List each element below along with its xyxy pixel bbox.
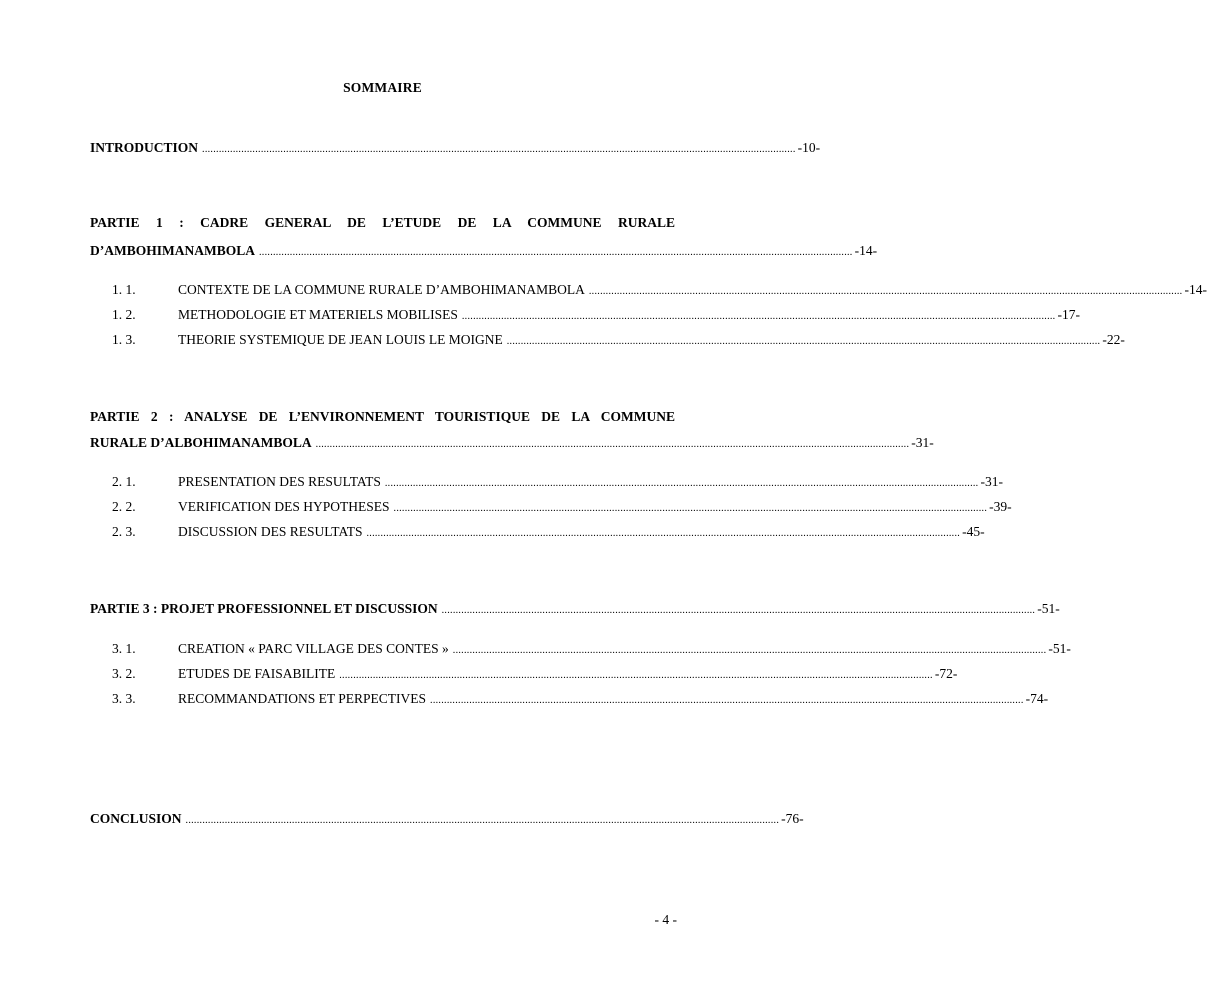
toc-page: -51-	[1037, 601, 1060, 616]
toc-subentry	[112, 641, 1071, 659]
toc-subentry	[112, 282, 1207, 300]
toc-subentry	[112, 666, 958, 684]
toc-sub-number: 1. 3.	[112, 332, 136, 347]
document-title: SOMMAIRE	[343, 80, 422, 95]
toc-sub-label: CONTEXTE DE LA COMMUNE RURALE D’AMBOHIMANAMBOLA	[178, 282, 585, 297]
toc-sub-number: 1. 1.	[112, 282, 136, 297]
toc-leader: ....................................................................................................................................................................................................................	[259, 247, 853, 258]
toc-sub-label: RECOMMANDATIONS ET PERPECTIVES	[178, 691, 427, 706]
toc-label: CONCLUSION	[90, 811, 182, 826]
toc-leader: ....................................................................................................................................................................................................................	[430, 695, 1024, 706]
toc-sub-number: 1. 2.	[112, 307, 136, 322]
toc-leader: ....................................................................................................................................................................................................................	[366, 528, 961, 539]
toc-leader: ....................................................................................................................................................................................................................	[315, 439, 910, 450]
toc-sub-label: PRESENTATION DES RESULTATS	[178, 474, 381, 489]
toc-page: -45-	[962, 524, 985, 539]
toc-page: -72-	[934, 666, 958, 681]
toc-sub-label: THEORIE SYSTEMIQUE DE JEAN LOUIS LE MOIGNE	[178, 332, 503, 347]
toc-label: PARTIE 3 : PROJET PROFESSIONNEL ET DISCUSSION	[90, 601, 438, 616]
toc-sub-number: 3. 2.	[112, 666, 136, 681]
toc-label: RURALE D’ALBOHIMANAMBOLA	[90, 435, 312, 450]
toc-page: -22-	[1102, 332, 1125, 347]
toc-subentry	[112, 332, 1125, 350]
toc-leader: ....................................................................................................................................................................................................................	[506, 336, 1101, 347]
toc-page: -31-	[980, 474, 1003, 489]
toc-entry-partie1	[90, 243, 878, 261]
toc-leader: ....................................................................................................................................................................................................................	[452, 645, 1047, 656]
toc-leader: ....................................................................................................................................................................................................................	[461, 311, 1056, 322]
toc-leader: ....................................................................................................................................................................................................................	[384, 478, 979, 489]
toc-page: -14-	[854, 243, 878, 258]
toc-subentry	[112, 474, 1003, 492]
toc-entry-introduction	[90, 140, 821, 158]
toc-heading-partie2-line1: PARTIE 2 : ANALYSE DE L’ENVIRONNEMENT TOURISTIQUE DE LA COMMUNE	[90, 409, 675, 424]
toc-sub-number: 3. 1.	[112, 641, 136, 656]
toc-page: -10-	[797, 140, 821, 155]
toc-subentry	[112, 499, 1012, 517]
toc-entry-partie3	[90, 601, 1060, 619]
toc-leader: ....................................................................................................................................................................................................................	[441, 605, 1036, 616]
toc-page: -51-	[1048, 641, 1071, 656]
toc-entry-conclusion	[90, 811, 804, 829]
toc-sub-number: 2. 1.	[112, 474, 136, 489]
toc-subentry	[112, 307, 1080, 325]
toc-page: -31-	[911, 435, 934, 450]
toc-page: -76-	[781, 811, 804, 826]
toc-sub-number: 2. 3.	[112, 524, 136, 539]
toc-label: D’AMBOHIMANAMBOLA	[90, 243, 255, 258]
toc-heading-partie1-line1: PARTIE 1 : CADRE GENERAL DE L’ETUDE DE LA COMMUNE RURALE	[90, 215, 675, 230]
toc-sub-label: ETUDES DE FAISABILITE	[178, 666, 336, 681]
toc-sub-number: 2. 2.	[112, 499, 136, 514]
toc-leader: ....................................................................................................................................................................................................................	[339, 670, 933, 681]
toc-leader: ....................................................................................................................................................................................................................	[202, 144, 796, 155]
toc-page: -14-	[1184, 282, 1207, 297]
toc-leader: ....................................................................................................................................................................................................................	[588, 286, 1183, 297]
toc-subentry	[112, 524, 985, 542]
page-number: - 4 -	[654, 912, 677, 927]
toc-page: -74-	[1025, 691, 1049, 706]
toc-sub-label: CREATION « PARC VILLAGE DES CONTES »	[178, 641, 449, 656]
toc-leader: ....................................................................................................................................................................................................................	[185, 815, 780, 826]
toc-leader: ....................................................................................................................................................................................................................	[393, 503, 988, 514]
toc-page: -17-	[1057, 307, 1080, 322]
toc-entry-partie2	[90, 435, 934, 453]
toc-label: INTRODUCTION	[90, 140, 199, 155]
toc-sub-label: DISCUSSION DES RESULTATS	[178, 524, 363, 539]
toc-sub-label: METHODOLOGIE ET MATERIELS MOBILISES	[178, 307, 458, 322]
toc-page: -39-	[989, 499, 1012, 514]
toc-sub-number: 3. 3.	[112, 691, 136, 706]
toc-subentry	[112, 691, 1049, 709]
toc-sub-label: VERIFICATION DES HYPOTHESES	[178, 499, 390, 514]
